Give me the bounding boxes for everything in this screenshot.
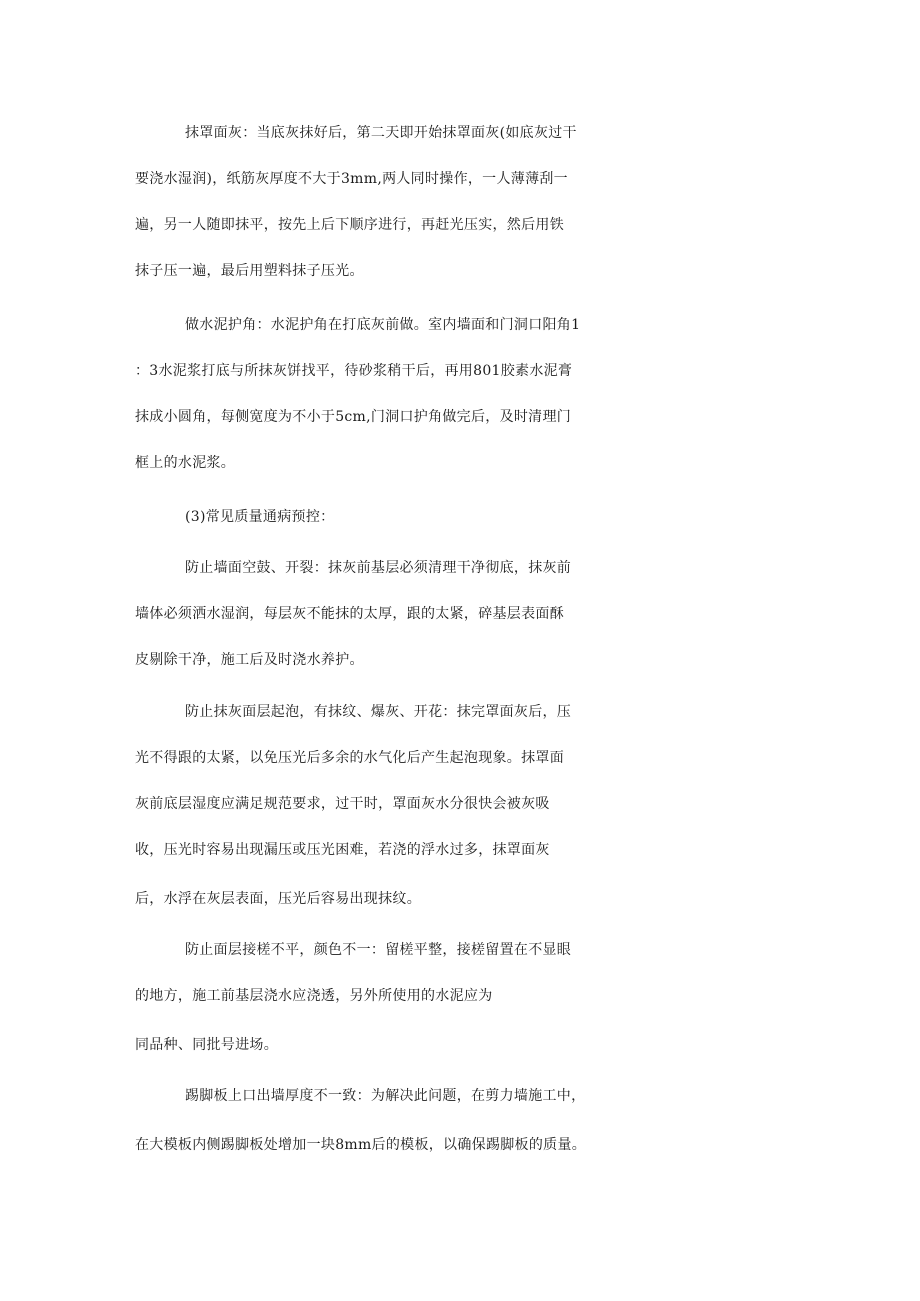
text-line: 后，水浮在灰层表面，压光后容易出现抹纹。 bbox=[135, 891, 421, 907]
text-line: 同品种、同批号进场。 bbox=[135, 1037, 278, 1053]
text-line: 做水泥护角：水泥护角在打底灰前做。室内墙面和门洞口阳角1 bbox=[185, 317, 581, 333]
text-line: 灰前底层湿度应满足规范要求，过干时，罩面灰水分很快会被灰吸 bbox=[135, 796, 550, 812]
text-line: ：3水泥浆打底与所抹灰饼找平，待砂浆稍干后，再用801胶素水泥膏 bbox=[135, 363, 573, 379]
section-heading: (3)常见质量通病预控： bbox=[185, 509, 335, 525]
text-line: 防止抹灰面层起泡，有抹纹、爆灰、开花：抹完罩面灰后，压 bbox=[185, 704, 572, 720]
text-line: 在大模板内侧踢脚板处增加一块8mm后的模板，以确保踢脚板的质量。 bbox=[135, 1137, 587, 1153]
text-line: 收，压光时容易出现漏压或压光困难，若浇的浮水过多，抹罩面灰 bbox=[135, 842, 550, 858]
text-line: 要浇水湿润)，纸筋灰厚度不大于3mm,两人同时操作，一人薄薄刮一 bbox=[135, 171, 568, 187]
text-line: 防止墙面空鼓、开裂：抹灰前基层必须清理干净彻底，抹灰前 bbox=[185, 560, 572, 576]
text-line: 皮剔除干净，施工后及时浇水养护。 bbox=[135, 652, 364, 668]
text-line: 抹罩面灰：当底灰抹好后，第二天即开始抹罩面灰(如底灰过干 bbox=[185, 125, 577, 141]
text-line: 光不得跟的太紧，以免压光后多余的水气化后产生起泡现象。抹罩面 bbox=[135, 750, 564, 766]
text-line: 防止面层接槎不平，颜色不一：留槎平整，接槎留置在不显眼 bbox=[185, 942, 572, 958]
text-line: 框上的水泥浆。 bbox=[135, 455, 236, 471]
text-line: 的地方，施工前基层浇水应浇透，另外所使用的水泥应为 bbox=[135, 988, 493, 1004]
text-line: 抹子压一遍，最后用塑料抹子压光。 bbox=[135, 263, 364, 279]
text-line: 遍，另一人随即抹平，按先上后下顺序进行，再赶光压实，然后用铁 bbox=[135, 217, 564, 233]
text-line: 墙体必须洒水湿润，每层灰不能抹的太厚，跟的太紧，碎基层表面酥 bbox=[135, 606, 564, 622]
text-line: 踢脚板上口出墙厚度不一致：为解决此问题，在剪力墙施工中， bbox=[185, 1088, 586, 1104]
text-line: 抹成小圆角，每侧宽度为不小于5cm,门洞口护角做完后，及时清理门 bbox=[135, 409, 572, 425]
